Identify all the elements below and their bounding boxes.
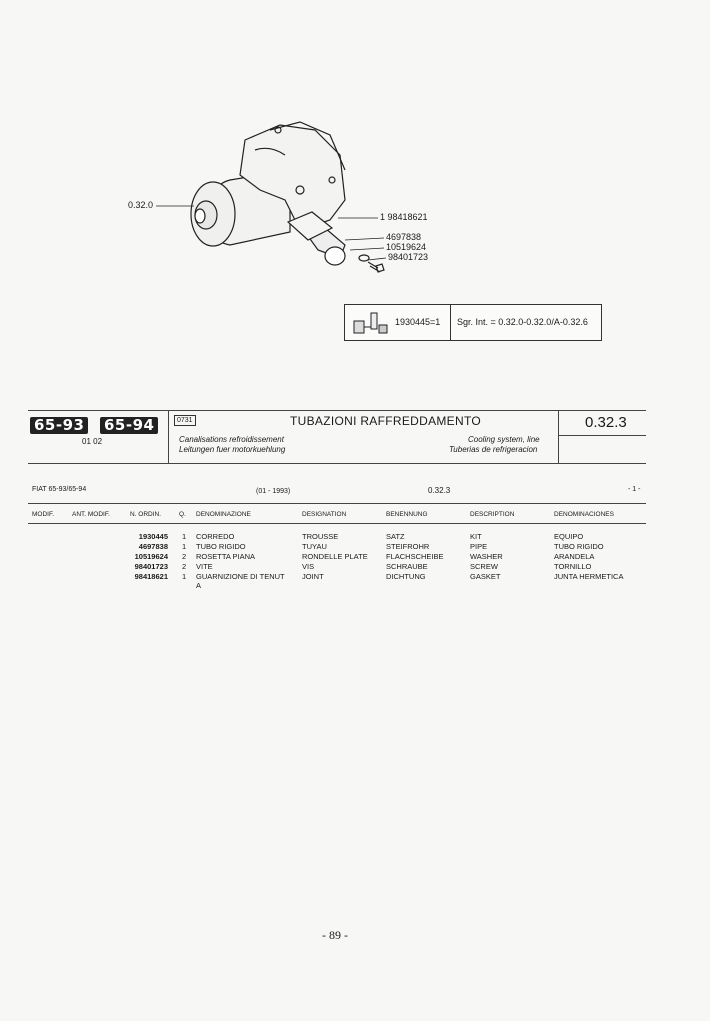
title-fr: Canalisations refroidissement	[179, 435, 284, 444]
callout-98418621: 1 98418621	[380, 212, 428, 222]
sgr-int-note: Sgr. Int. = 0.32.0-0.32.0/A-0.32.6	[457, 317, 588, 327]
models-sub: 01 02	[82, 437, 103, 446]
part-desc-en: PIPE	[470, 542, 488, 551]
kit-reference-box	[344, 304, 602, 341]
part-desc-en: SCREW	[470, 562, 498, 571]
part-desc-de: FLACHSCHEIBE	[386, 552, 444, 561]
part-desc-es: TORNILLO	[554, 562, 592, 571]
col-denominazione: DENOMINAZIONE	[196, 511, 251, 518]
part-desc-en: GASKET	[470, 572, 501, 581]
part-qty: 1	[182, 572, 187, 581]
model-badge-65-93: 65-93	[30, 417, 88, 434]
part-desc-es: JUNTA HERMETICA	[554, 572, 624, 581]
date-range: (01 - 1993)	[256, 488, 291, 495]
callout-4697838: 4697838	[386, 232, 422, 242]
part-desc-de: SCHRAUBE	[386, 562, 428, 571]
part-qty: 1	[182, 532, 187, 541]
part-number: 98418621	[134, 572, 168, 581]
part-desc-fr: RONDELLE PLATE	[302, 552, 368, 561]
kit-code: 1930445=1	[395, 317, 441, 327]
col-designation: DESIGNATION	[302, 511, 347, 518]
part-desc-it: VITE	[196, 562, 213, 571]
callout-98401723: 98401723	[388, 252, 429, 262]
title-de: Leitungen fuer motorkuehlung	[179, 445, 286, 454]
col-description: DESCRIPTION	[470, 511, 515, 518]
part-qty: 2	[182, 562, 187, 571]
part-desc-es: ARANDELA	[554, 552, 595, 561]
model-line: FIAT 65-93/65-94	[32, 486, 87, 493]
header-divider-left	[168, 410, 169, 463]
part-qty: 2	[182, 552, 187, 561]
col-denominaciones: DENOMINACIONES	[554, 511, 614, 518]
part-desc-de: DICHTUNG	[386, 572, 426, 581]
kit-icon	[351, 309, 391, 337]
part-desc-en: KIT	[470, 532, 482, 541]
part-desc-de: SATZ	[386, 532, 405, 541]
code-underline	[558, 435, 646, 436]
part-desc-en: WASHER	[470, 552, 503, 561]
part-desc-fr: TROUSSE	[302, 532, 339, 541]
group-code: 0731	[174, 415, 196, 426]
model-badge-65-94: 65-94	[100, 417, 158, 434]
page-number: - 89 -	[322, 928, 348, 942]
part-desc-it: CORREDO	[196, 532, 235, 541]
part-desc-de: STEIFROHR	[386, 542, 430, 551]
part-number: 98401723	[134, 562, 168, 571]
part-desc-es: EQUIPO	[554, 532, 584, 541]
col-q: Q.	[179, 511, 186, 518]
part-desc-fr: JOINT	[302, 572, 324, 581]
header-divider-right	[558, 410, 559, 463]
part-desc-fr: VIS	[302, 562, 315, 571]
col-n-ordin: N. ORDIN.	[130, 511, 162, 518]
part-desc-it: ROSETTA PIANA	[196, 552, 256, 561]
col-modif: MODIF.	[32, 511, 55, 518]
part-number: 10519624	[134, 552, 168, 561]
callout-0-32-0: 0.32.0	[128, 200, 154, 210]
table-header-rule	[28, 523, 646, 524]
part-desc-es: TUBO RIGIDO	[554, 542, 604, 551]
part-desc-it-continuation: A	[196, 581, 202, 590]
part-desc-fr: TUYAU	[302, 542, 327, 551]
part-desc-it: GUARNIZIONE DI TENUT	[196, 572, 285, 581]
part-number: 4697838	[138, 542, 168, 551]
title-es: Tuberias de refrigeracion	[449, 445, 538, 454]
col-benennung: BENENNUNG	[386, 511, 428, 518]
section-code: 0.32.3	[428, 486, 451, 495]
page-title: TUBAZIONI RAFFREDDAMENTO	[290, 414, 481, 428]
table-top-rule	[28, 503, 646, 504]
title-en: Cooling system, line	[468, 435, 540, 444]
header-bottom-rule	[28, 463, 646, 464]
ref-box-divider	[450, 305, 451, 340]
page-marker: - 1 -	[628, 486, 641, 493]
part-desc-it: TUBO RIGIDO	[196, 542, 246, 551]
part-number: 1930445	[138, 532, 168, 541]
part-qty: 1	[182, 542, 187, 551]
callout-10519624: 10519624	[386, 242, 427, 252]
col-ant-modif: ANT. MODIF.	[72, 511, 110, 518]
table-code: 0.32.3	[585, 414, 627, 431]
header-top-rule	[28, 410, 646, 411]
pump-diagram	[0, 0, 710, 300]
